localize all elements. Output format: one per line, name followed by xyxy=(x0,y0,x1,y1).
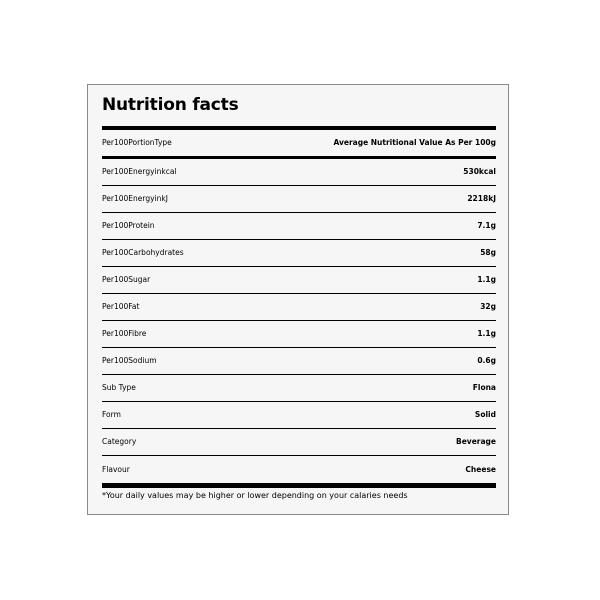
row-label: Per100Sugar xyxy=(102,275,151,284)
nutrition-table xyxy=(102,130,496,483)
bottom-divider xyxy=(102,483,496,488)
table-row xyxy=(102,159,496,186)
row-label: Category xyxy=(102,437,137,446)
nutrition-facts-title: Nutrition facts xyxy=(102,95,239,115)
table-body xyxy=(102,159,496,483)
row-label: Per100Fat xyxy=(102,302,140,311)
row-label: Per100Fibre xyxy=(102,329,147,338)
row-value: 1.1g xyxy=(477,329,496,338)
row-value: 7.1g xyxy=(477,221,496,230)
row-value: 0.6g xyxy=(477,356,496,365)
row-value: Cheese xyxy=(465,464,496,474)
table-row xyxy=(102,267,496,294)
header-label: Per100PortionType xyxy=(102,138,172,147)
table-row xyxy=(102,321,496,348)
table-row xyxy=(102,213,496,240)
row-value: 1.1g xyxy=(477,275,496,284)
table-row xyxy=(102,456,496,483)
row-value: 32g xyxy=(480,302,496,311)
table-header-row xyxy=(102,130,496,156)
row-label: Per100Protein xyxy=(102,221,155,230)
row-label: Sub Type xyxy=(102,383,136,392)
nutrition-facts-panel xyxy=(87,84,509,515)
table-row xyxy=(102,348,496,375)
row-value: Flona xyxy=(472,383,496,392)
row-label: Per100Energyinkcal xyxy=(102,167,177,176)
table-row xyxy=(102,429,496,456)
table-row xyxy=(102,186,496,213)
row-value: 58g xyxy=(480,248,496,257)
table-row xyxy=(102,402,496,429)
header-value: Average Nutritional Value As Per 100g xyxy=(333,138,496,147)
table-row xyxy=(102,240,496,267)
row-value: Solid xyxy=(474,410,496,419)
footnote: *Your daily values may be higher or lower depending on your calaries needs xyxy=(102,491,408,500)
row-label: Form xyxy=(102,410,121,419)
row-value: Beverage xyxy=(456,437,496,446)
table-row xyxy=(102,375,496,402)
row-label: Per100EnergyinkJ xyxy=(102,194,168,203)
row-label: Per100Carbohydrates xyxy=(102,248,184,257)
row-value: 2218kJ xyxy=(467,194,496,203)
row-label: Flavour xyxy=(102,464,130,474)
header-divider xyxy=(102,156,496,159)
row-value: 530kcal xyxy=(463,167,496,176)
row-label: Per100Sodium xyxy=(102,356,157,365)
table-row xyxy=(102,294,496,321)
